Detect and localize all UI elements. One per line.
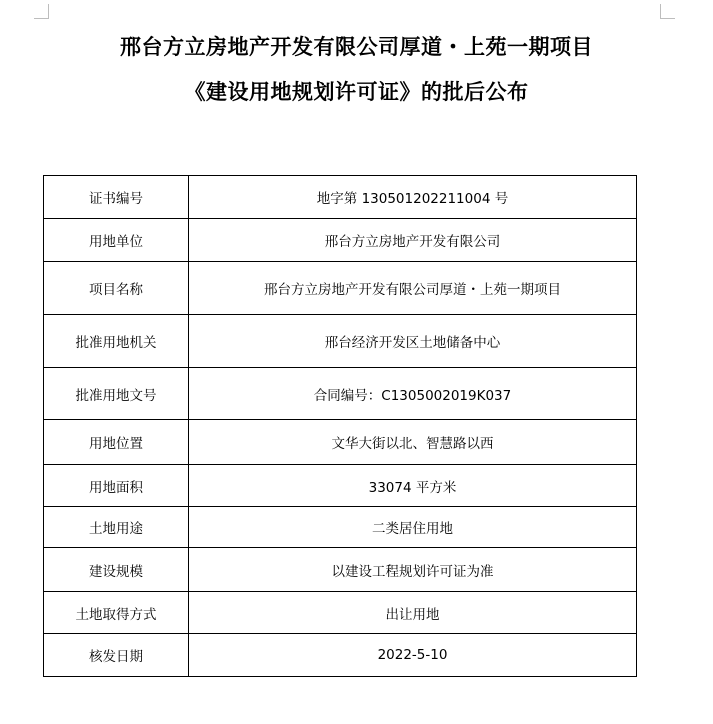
table-row [44, 465, 637, 507]
row-value: 二类居住用地 [189, 507, 637, 548]
document-title-line-1: 邢台方立房地产开发有限公司厚道・上苑一期项目 [120, 35, 593, 59]
page-corner-mark-left [34, 4, 49, 19]
table-row [44, 219, 637, 262]
row-value: 邢台方立房地产开发有限公司 [189, 219, 637, 262]
row-value: 以建设工程规划许可证为准 [189, 548, 637, 592]
table-row [44, 634, 637, 677]
row-label: 用地单位 [44, 219, 189, 262]
row-value: 地字第 130501202211004 号 [189, 176, 637, 219]
row-label: 用地位置 [44, 420, 189, 465]
row-value: 33074 平方米 [189, 465, 637, 507]
row-value: 邢台经济开发区土地储备中心 [189, 315, 637, 368]
table-row [44, 176, 637, 219]
row-value: 出让用地 [189, 592, 637, 634]
row-value: 合同编号：C1305002019K037 [189, 368, 637, 420]
row-label: 证书编号 [44, 176, 189, 219]
row-label: 建设规模 [44, 548, 189, 592]
row-label: 土地取得方式 [44, 592, 189, 634]
row-label: 批准用地文号 [44, 368, 189, 420]
row-label: 土地用途 [44, 507, 189, 548]
table-row [44, 548, 637, 592]
table-row [44, 507, 637, 548]
document-title-line-2: 《建设用地规划许可证》的批后公布 [184, 80, 529, 104]
row-label: 用地面积 [44, 465, 189, 507]
row-label: 核发日期 [44, 634, 189, 677]
row-value: 邢台方立房地产开发有限公司厚道・上苑一期项目 [189, 262, 637, 315]
table-row [44, 592, 637, 634]
table-row [44, 420, 637, 465]
table-row [44, 368, 637, 420]
row-value: 2022-5-10 [189, 634, 637, 677]
table-row [44, 315, 637, 368]
row-label: 批准用地机关 [44, 315, 189, 368]
row-label: 项目名称 [44, 262, 189, 315]
page-corner-mark-right [660, 4, 675, 19]
permit-table [43, 175, 637, 677]
table-row [44, 262, 637, 315]
row-value: 文华大街以北、智慧路以西 [189, 420, 637, 465]
